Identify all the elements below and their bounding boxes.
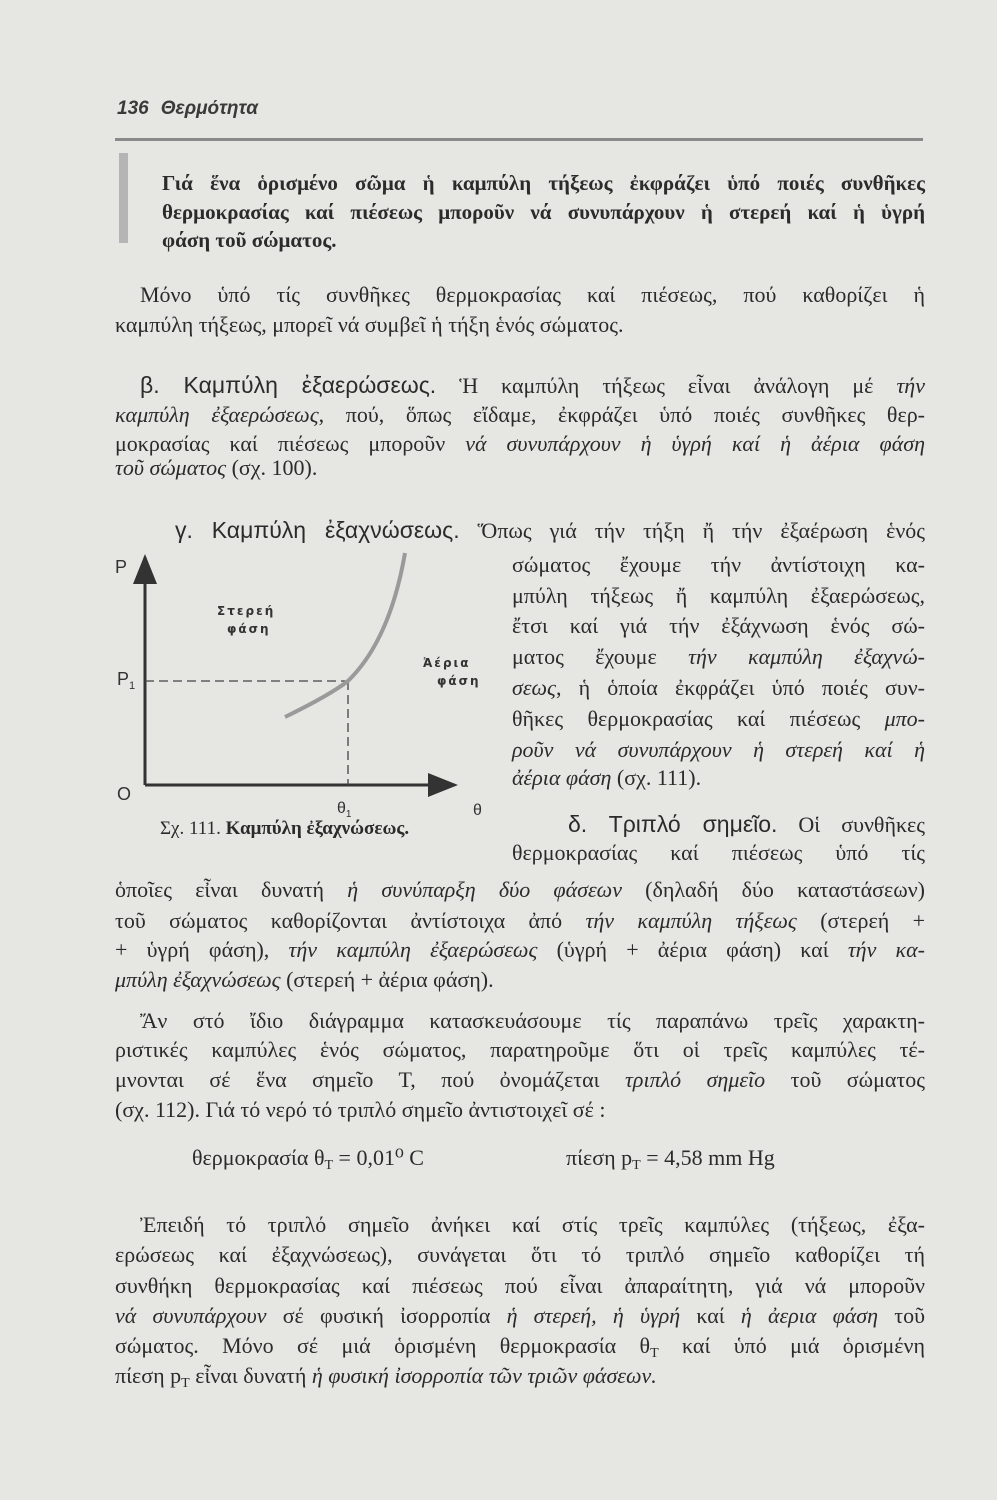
text-line <box>140 280 925 310</box>
text-segment: νά συνυπάρχουν <box>115 1303 267 1328</box>
x-axis-label: θ <box>473 802 482 819</box>
text-segment: σέ φυσική ἰσορροπία <box>266 1303 507 1328</box>
text-segment: ροῦν νά συνυπάρχουν ἡ στερεή καί ἡ <box>512 737 925 762</box>
text-line <box>512 763 925 793</box>
section-d-heading-line <box>568 809 925 839</box>
text-segment: , ἡ ὁποία ἐκφράζει ὑπό ποιές συν- <box>555 675 925 700</box>
header-rule <box>115 138 923 141</box>
text-line <box>115 1361 925 1391</box>
section-c-heading-line <box>175 515 925 545</box>
gas-phase-label: Ἀέρια <box>423 656 471 670</box>
triple-point-pressure <box>566 1143 896 1173</box>
text-segment: Ὅπως γιά τήν τήξη ἤ τήν ἐξαέρωση ἑνός <box>459 518 925 543</box>
section-b-heading-line <box>140 370 925 400</box>
triple-point-temperature <box>192 1143 522 1173</box>
text-segment: καμπύλη τήξεως, μπορεῖ νά συμβεῖ ἡ τήξη ἑνός σώματος. <box>115 312 624 337</box>
text-segment: σώματος. Μόνο σέ μιά ὁρισμένη θερμοκρασία θ <box>115 1333 651 1358</box>
text-segment: (στερεή + ἀέρια φάση). <box>280 967 494 992</box>
text-line <box>115 1240 925 1270</box>
text-segment: μοκρασίας καί πιέσεως μποροῦν <box>115 431 466 456</box>
text-line <box>115 1271 925 1301</box>
text-segment: τήν καμπύλη τήξεως <box>585 908 797 933</box>
solid-phase-label: φάση <box>227 622 271 636</box>
text-segment: Οἱ συνθῆκες <box>777 812 925 837</box>
text-line <box>140 1210 925 1240</box>
text-segment: εἶναι δυνατή <box>189 1363 312 1388</box>
text-segment: = 4,58 mm Hg <box>640 1145 775 1170</box>
text-line <box>512 581 925 611</box>
text-line <box>512 550 925 580</box>
text-segment: ριστικές καμπύλες ἑνός σώματος, παρατηροῦμε ὅτι οἱ τρεῖς καμπύλες τέ- <box>115 1037 925 1062</box>
text-segment: μπύλη τήξεως ἤ καμπύλη ἐξαερώσεως, <box>512 583 925 608</box>
text-segment: σεως <box>512 675 556 700</box>
text-segment: ἀέρια φάση <box>512 765 612 790</box>
text-segment: ἡ φυσική ἰσορροπία τῶν τριῶν φάσεων. <box>311 1363 657 1388</box>
text-line <box>115 400 925 430</box>
text-segment: Γιά ἕνα ὁρισμένο σῶμα ἡ καμπύλη τήξεως ἐκφράζει ὑπό ποιές συνθῆκες <box>162 171 925 195</box>
text-line <box>115 1095 925 1125</box>
solid-phase-label: Στερεή <box>217 604 276 618</box>
text-line <box>115 906 925 936</box>
section-heading: γ. Καμπύλη ἐξαχνώσεως. <box>175 517 460 543</box>
text-segment: Ἡ καμπύλη τήξεως εἶναι ἀνάλογη μέ <box>436 373 897 398</box>
text-line <box>115 935 925 965</box>
text-segment: καμπύλη ἐξαερώσεως <box>115 402 319 427</box>
summary-marker-bar <box>119 153 128 243</box>
text-line <box>115 1301 925 1331</box>
text-segment: Ἄν στό ἴδιο διάγραμμα κατασκευάσουμε τίς παραπάνω τρεῖς χαρακτη- <box>140 1008 925 1033</box>
text-segment: τοῦ σώματος <box>115 455 227 480</box>
text-segment: τοῦ σώματος <box>765 1067 926 1092</box>
theta1-label: $\theta_1$ <box>337 800 352 820</box>
y-axis-label: P <box>115 557 128 577</box>
text-segment: τήν <box>896 373 925 398</box>
text-segment: ματος ἔχουμε <box>512 644 689 669</box>
text-line <box>512 642 925 672</box>
text-segment: θερμοκρασίας καί πιέσεως μποροῦν νά συνυπάρχουν ἡ στερεή καί ἡ ὑγρή <box>162 200 925 224</box>
text-line <box>115 453 925 483</box>
text-line <box>115 875 925 905</box>
sublimation-curve-figure <box>105 545 505 825</box>
text-line <box>115 1035 925 1065</box>
text-segment: , πού, ὅπως εἴδαμε, ἐκφράζει ὑπό ποιές συνθῆκες θερ- <box>318 402 925 427</box>
text-segment: (στερεή + <box>796 908 925 933</box>
summary-line <box>162 225 925 255</box>
section-heading: β. Καμπύλη ἐξαερώσεως. <box>140 372 437 398</box>
gas-phase-label: φάση <box>437 674 481 688</box>
subscript: T <box>324 1158 334 1173</box>
text-segment: = 0,01⁰ C <box>333 1145 424 1170</box>
text-segment: καί ὑπό μιά ὁρισμένη <box>658 1333 925 1358</box>
text-line <box>140 1006 925 1036</box>
text-line <box>115 310 925 340</box>
running-header <box>117 98 270 120</box>
text-segment: Ἐπειδή τό τριπλό σημεῖο ἀνήκει καί στίς τρεῖς καμπύλες (τήξεως, ἐξα- <box>140 1212 925 1237</box>
text-segment: πίεση p <box>115 1363 182 1388</box>
text-segment: μπο- <box>884 706 925 731</box>
text-line <box>512 611 925 641</box>
text-segment: μνονται σέ ἕνα σημεῖο Τ, πού ὀνομάζεται <box>115 1067 626 1092</box>
section-heading: δ. Τριπλό σημεῖο. <box>568 811 778 837</box>
text-line <box>512 673 925 703</box>
text-segment: (δηλαδή δύο καταστάσεων) <box>621 877 926 902</box>
origin-label: O <box>117 784 132 804</box>
text-segment: τήν καμπύλη ἐξαχνώ- <box>688 644 925 669</box>
page-number: 136 <box>117 98 149 119</box>
text-line <box>512 735 925 765</box>
text-segment: Μόνο ὑπό τίς συνθῆκες θερμοκρασίας καί πιέσεως, πού καθορίζει ἡ <box>140 282 925 307</box>
text-line <box>115 1331 925 1361</box>
text-segment: καί <box>680 1303 741 1328</box>
text-segment: (σχ. 111). <box>611 765 702 790</box>
text-line <box>115 965 925 995</box>
text-segment: τήν καμπύλη ἐξαερώσεως <box>288 937 538 962</box>
text-segment: τριπλό σημεῖο <box>625 1067 766 1092</box>
chapter-title: Θερμότητα <box>160 98 259 119</box>
text-segment: φάση τοῦ σώματος. <box>162 228 337 252</box>
text-line <box>512 838 925 868</box>
summary-line <box>162 197 925 227</box>
text-segment: θερμοκρασία θ <box>192 1145 325 1170</box>
text-segment: τοῦ σώματος καθορίζονται ἀντίστοιχα ἀπό <box>115 908 586 933</box>
text-segment: συνθήκη θερμοκρασίας καί πιέσεως πού εἶναι ἀπαραίτητη, γιά νά μποροῦν <box>115 1273 925 1298</box>
subscript: T <box>632 1158 641 1173</box>
figure-caption <box>160 818 409 840</box>
text-segment: τήν κα- <box>847 937 925 962</box>
text-segment: (σχ. 112). Γιά τό νερό τό τριπλό σημεῖο ἀντιστοιχεῖ σέ : <box>115 1097 606 1122</box>
text-segment: ἡ στερεή, ἡ ὑγρή <box>506 1303 681 1328</box>
p1-label: $P_1$ <box>117 669 136 692</box>
text-segment: ἡ συνύπαρξη δύο φάσεων <box>347 877 622 902</box>
text-segment: πίεση p <box>566 1145 633 1170</box>
caption-number: Σχ. 111. <box>160 818 221 839</box>
text-segment: νά συνυπάρχουν ἡ ὑγρή καί ἡ ἀέρια φάση <box>465 431 926 456</box>
text-segment: ἡ ἀερια φάση <box>740 1303 879 1328</box>
text-segment: μπύλη ἐξαχνώσεως <box>115 967 281 992</box>
sublimation-curve <box>285 553 405 717</box>
text-segment: ερώσεως καί ἐξαχνώσεως), συνάγεται ὅτι τό τριπλό σημεῖο καθορίζει τή <box>115 1242 925 1267</box>
text-segment: θερμοκρασίας καί πιέσεως ὑπό τίς <box>512 840 925 865</box>
text-segment: σώματος ἔχουμε τήν ἀντίστοιχη κα- <box>512 552 925 577</box>
caption-title: Καμπύλη ἐξαχνώσεως. <box>225 818 410 839</box>
text-segment: θῆκες θερμοκρασίας καί πιέσεως <box>512 706 885 731</box>
text-segment: (σχ. 100). <box>226 455 318 480</box>
text-segment: τοῦ <box>878 1303 925 1328</box>
text-segment: + ὑγρή φάση), <box>115 937 289 962</box>
text-segment: ὁποῖες εἶναι δυνατή <box>115 877 348 902</box>
summary-line <box>162 168 925 198</box>
text-segment: ἔτσι καί γιά τήν ἐξάχνωση ἑνός σώ- <box>512 613 925 638</box>
text-line <box>512 704 925 734</box>
text-segment: (ὑγρή + ἀέρια φάση) καί <box>537 937 848 962</box>
text-line <box>115 1065 925 1095</box>
subscript: T <box>650 1346 659 1361</box>
subscript: T <box>181 1376 190 1391</box>
